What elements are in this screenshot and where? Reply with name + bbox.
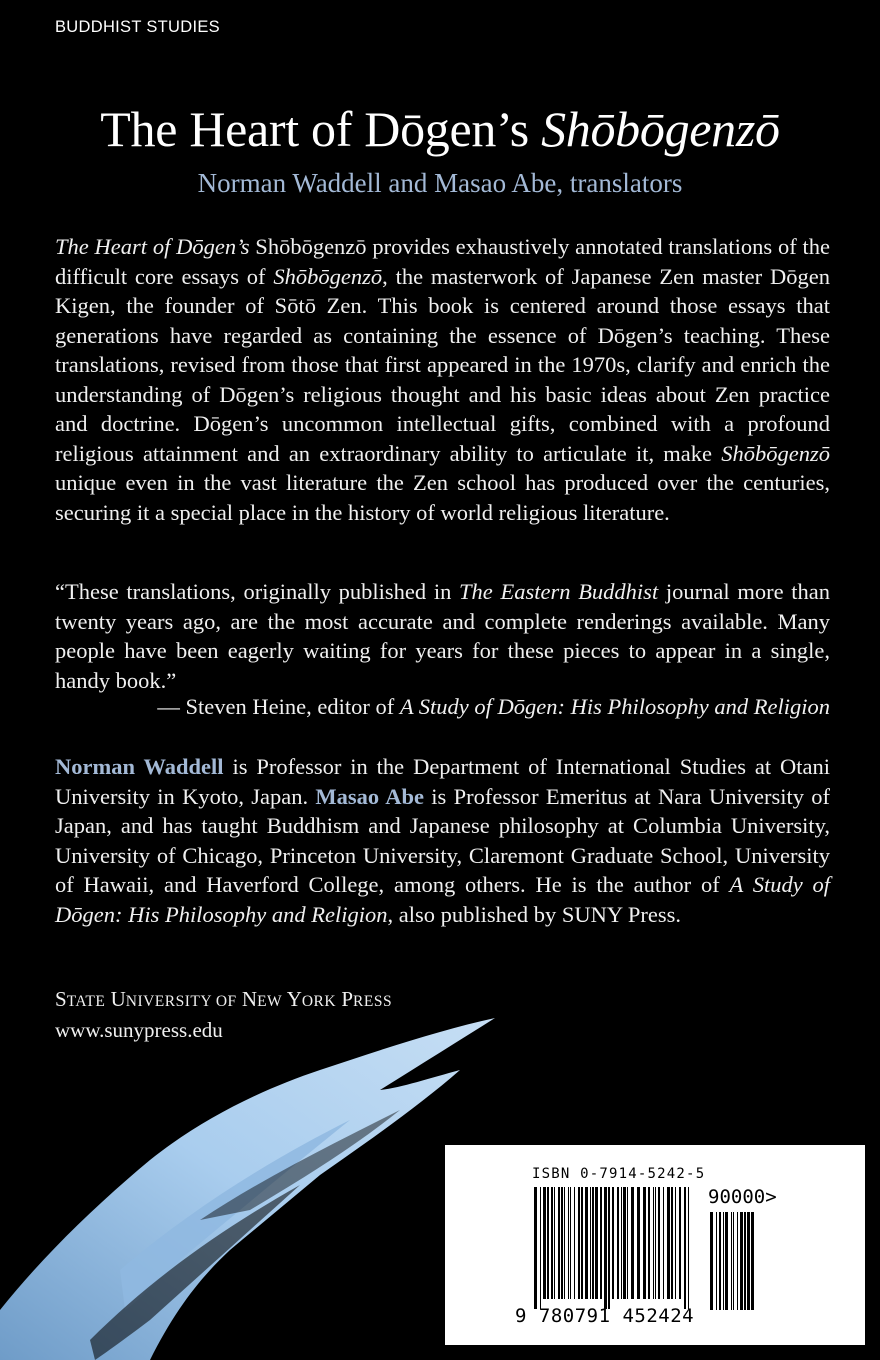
barcode-bar xyxy=(655,1187,656,1299)
description-lead: The Heart of Dōgen’s xyxy=(55,234,250,259)
press-w2-rest: NIVERSITY OF xyxy=(125,993,237,1010)
barcode-bar xyxy=(627,1187,628,1299)
bio-italic: A Study of Dōgen: His Philosophy and Religion xyxy=(55,872,830,927)
isbn-label: ISBN 0-7914-5242-5 xyxy=(532,1166,706,1182)
attribution-italic: A Study of Dōgen: His Philosophy and Religion xyxy=(399,694,830,719)
barcode-bar xyxy=(608,1187,610,1309)
barcode-bar xyxy=(574,1187,575,1299)
barcode-bar xyxy=(534,1187,537,1309)
press-w1-cap: S xyxy=(55,987,67,1011)
description-text-3: unique even in the vast literature the Zen school has produced over the centuries, securing it a special place in the history of world religious literature. xyxy=(55,470,830,525)
book-title xyxy=(0,100,880,158)
barcode-bar xyxy=(648,1187,650,1299)
barcode-bar xyxy=(568,1187,569,1299)
barcode-bar xyxy=(561,1187,563,1299)
bio-text-1: is Professor in the Department of International Studies at Otani University in Kyoto, Japan. xyxy=(55,754,831,809)
endorsement-quote xyxy=(55,577,830,695)
subtitle-translators: Norman Waddell and Masao Abe, translators xyxy=(197,168,683,198)
barcode-bar xyxy=(578,1187,580,1299)
barcode-bar xyxy=(740,1212,743,1310)
barcode-bar xyxy=(723,1212,724,1310)
barcode-bar xyxy=(595,1187,598,1299)
barcode-bar xyxy=(621,1187,622,1299)
barcode-bar xyxy=(719,1212,721,1310)
title-italic: Shōbōgenzō xyxy=(541,101,780,157)
ean-barcode xyxy=(532,1187,692,1309)
barcode-bar xyxy=(679,1187,681,1299)
barcode-bar xyxy=(663,1187,664,1299)
price-code: 90000> xyxy=(708,1186,777,1208)
description-text-2: , the masterwork of Japanese Zen master Dōgen Kigen, the founder of Sōtō Zen. This book is centered around those essays that generations have regarded as containing the essence of Dōgen’s teaching. These translations, revised from those that first appeared in the 1970s, clarify and enrich the understanding of Dōgen’s religious thought and his basic ideas about Zen practice and doctrine. Dōgen’s uncommon intellectual gifts, combined with a profound religious attainment and an extraordinary ability to articulate it, make xyxy=(55,263,830,466)
barcode-bar xyxy=(716,1212,717,1310)
series-label: BUDDHIST STUDIES xyxy=(55,18,220,36)
quote-text-2: journal more than twenty years ago, are the most accurate and complete renderings available. Many people have been eagerly waiting for years for these pieces to appear in a single, handy book.” xyxy=(55,579,830,693)
description-text-1: Shōbōgenzō provides exhaustively annotated translations of the difficult core essays of xyxy=(55,234,831,289)
barcode-bar xyxy=(744,1212,746,1310)
barcode-bar xyxy=(543,1187,546,1299)
title-prefix: The Heart of Dōgen’s xyxy=(100,101,542,157)
author-bio xyxy=(55,752,830,929)
press-w5-cap: P xyxy=(341,987,354,1011)
barcode-bar xyxy=(558,1187,560,1299)
barcode-bar xyxy=(564,1187,565,1299)
press-w3-rest: EW xyxy=(257,993,283,1010)
publisher-url: www.sunypress.edu xyxy=(55,1018,223,1042)
description-paragraph xyxy=(55,232,830,527)
barcode-bar xyxy=(581,1187,583,1299)
barcode-bar xyxy=(547,1187,549,1299)
barcode-bar xyxy=(667,1187,670,1299)
barcode-bar xyxy=(623,1187,626,1299)
bio-text-2: is Professor Emeritus at Nara University of Japan, and has taught Buddhism and Japanese philosophy at Columbia University, University of Chicago, Princeton University, Claremont Graduate School, University of Hawaii, and Haverford College, among others. He is the author of xyxy=(55,783,831,897)
barcode-bar xyxy=(653,1187,654,1299)
barcode-bar xyxy=(617,1187,619,1299)
quote-attribution xyxy=(157,694,830,720)
press-w3-cap: N xyxy=(241,987,258,1011)
barcode-bar xyxy=(684,1187,686,1309)
attribution-prefix: — Steven Heine, editor of xyxy=(157,694,400,719)
barcode-bar xyxy=(737,1212,738,1310)
barcode-bar xyxy=(637,1187,640,1299)
barcode-bar xyxy=(725,1212,728,1310)
barcode-bar xyxy=(747,1212,750,1310)
barcode-bar xyxy=(592,1187,594,1299)
bio-text-3: , also published by SUNY Press. xyxy=(387,901,682,927)
addon-barcode xyxy=(708,1212,756,1320)
barcode-bar xyxy=(643,1187,646,1299)
press-w5-rest: RESS xyxy=(353,993,393,1010)
barcode-bar xyxy=(631,1187,634,1299)
barcode-bar xyxy=(671,1187,673,1299)
barcode-bar xyxy=(731,1212,732,1310)
barcode-bar xyxy=(688,1187,689,1309)
barcode-bar xyxy=(612,1187,614,1299)
barcode-bar xyxy=(540,1187,541,1309)
barcode-bar xyxy=(600,1187,602,1299)
quote-italic: The Eastern Buddhist xyxy=(459,579,659,604)
barcode-bar xyxy=(751,1212,754,1310)
press-w4-rest: ORK xyxy=(301,993,337,1010)
barcode-bar xyxy=(554,1187,555,1299)
description-italic-2: Shōbōgenzō xyxy=(721,440,830,466)
author-name-abe: Masao Abe xyxy=(315,783,424,809)
barcode-bar xyxy=(585,1187,588,1299)
barcode-bar xyxy=(658,1187,660,1299)
barcode-bar xyxy=(675,1187,676,1299)
barcode-bar xyxy=(710,1212,713,1310)
ean-digits: 9 780791 452424 xyxy=(515,1305,695,1327)
press-w2-cap: U xyxy=(110,987,126,1011)
author-name-waddell: Norman Waddell xyxy=(55,754,224,779)
quote-text-1: “These translations, originally published in xyxy=(55,579,460,604)
barcode-bar xyxy=(551,1187,553,1299)
description-italic-1: Shōbōgenzō xyxy=(273,263,383,289)
barcode-bar xyxy=(604,1187,607,1309)
barcode-bar xyxy=(733,1212,734,1310)
press-w1-rest: TATE xyxy=(66,993,106,1010)
press-w4-cap: Y xyxy=(286,987,302,1011)
barcode-bar xyxy=(590,1187,591,1299)
barcode-bar xyxy=(570,1187,571,1299)
